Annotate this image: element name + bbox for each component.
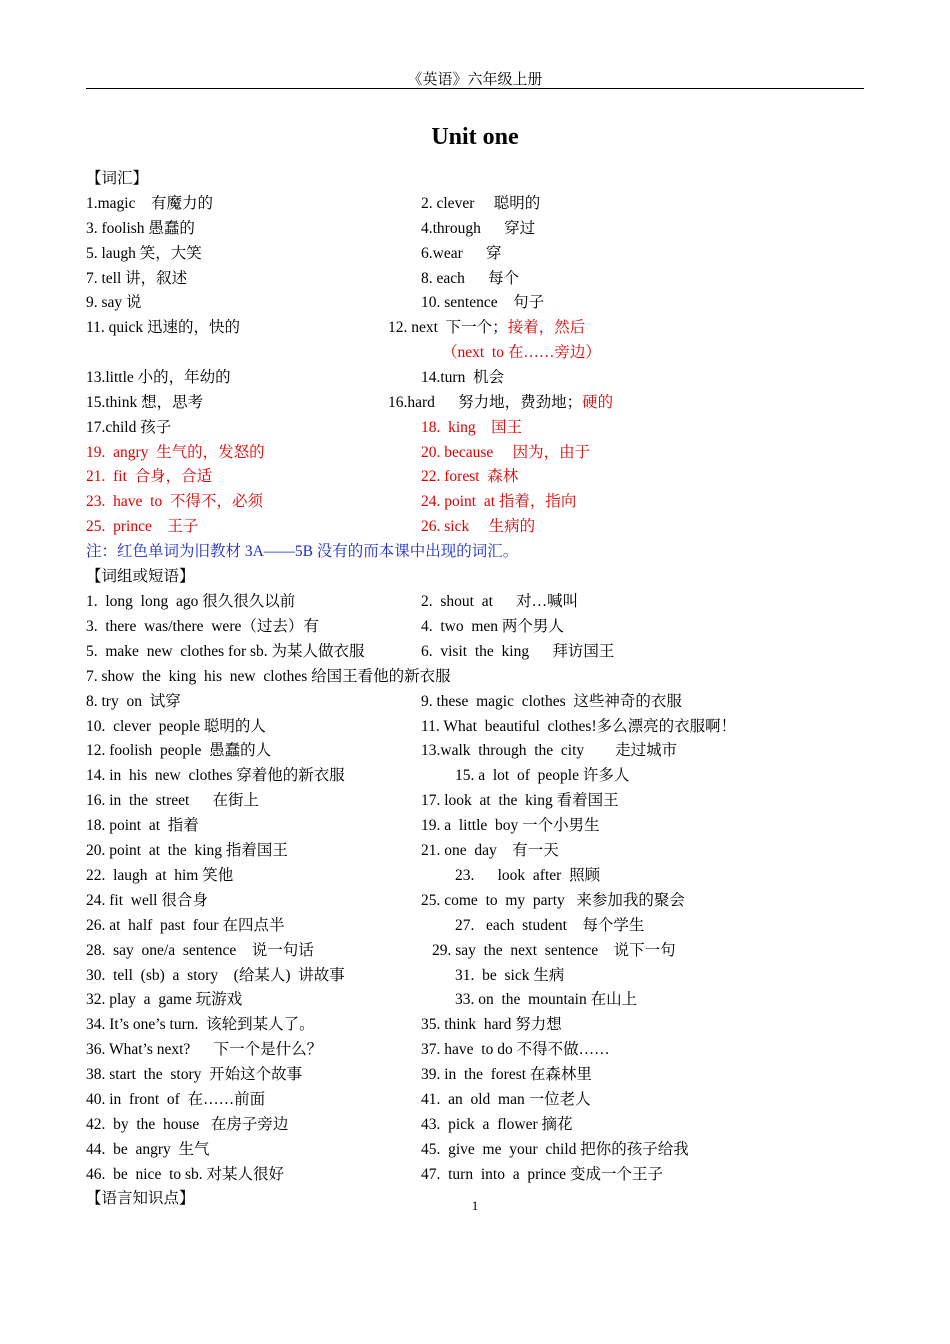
vocab-item-right <box>421 293 544 313</box>
phrase-item-left: 42. by the house 在房子旁边 <box>86 1116 289 1133</box>
phrase-item-right: 31. be sick 生病 <box>455 967 565 984</box>
phrase-item-left: 34. It’s one’s turn. 该轮到某人了。 <box>86 1016 315 1033</box>
vocab-item-right <box>421 219 535 239</box>
phrase-item-left: 10. clever people 聪明的人 <box>86 718 266 735</box>
vocab-item-right <box>421 517 535 537</box>
phrase-item-right: 2. shout at 对…喊叫 <box>421 593 579 610</box>
vocab-item-right-text: 20. because 因为，由于 <box>421 444 591 461</box>
vocab-item-right-text: 16.hard 努力地，费劲地； <box>388 394 583 411</box>
phrase-item-left: 7. show the king his new clothes 给国王看他的新衣服 <box>86 668 451 685</box>
phrase-item-left: 20. point at the king 指着国王 <box>86 842 288 859</box>
vocab-item-right-text: 22. forest 森林 <box>421 468 519 485</box>
phrase-item-right: 29. say the next sentence 说下一句 <box>432 942 676 959</box>
phrase-item-right: 33. on the mountain 在山上 <box>455 991 638 1008</box>
vocab-item-right-extra: 接着，然后 <box>507 319 586 336</box>
vocab-item-left: 15.think 想，思考 <box>86 394 204 411</box>
vocab-item-left: 23. have to 不得不，必须 <box>86 493 263 510</box>
phrase-item-left: 3. there was/there were（过去）有 <box>86 618 319 635</box>
phrase-item-left: 26. at half past four 在四点半 <box>86 917 285 934</box>
page-title: Unit one <box>431 124 519 150</box>
vocab-item-right-text: 12. next 下一个； <box>388 319 508 336</box>
vocab-item-right-text: 24. point at 指着，指向 <box>421 493 577 510</box>
vocab-item-right <box>421 418 522 438</box>
phrase-item-right: 13.walk through the city 走过城市 <box>421 742 678 759</box>
phrase-item-left: 36. What’s next? 下一个是什么？ <box>86 1041 323 1058</box>
phrase-item-right: 41. an old man 一位老人 <box>421 1091 591 1108</box>
vocab-item-left: 5. laugh 笑，大笑 <box>86 245 202 262</box>
section-heading-phrases: 【词组或短语】 <box>86 568 195 585</box>
vocab-item-left: 9. say 说 <box>86 294 142 311</box>
phrase-item-right: 35. think hard 努力想 <box>421 1016 562 1033</box>
phrase-item-left: 14. in his new clothes 穿着他的新衣服 <box>86 767 345 784</box>
vocab-item-right <box>421 368 504 388</box>
phrase-item-right: 15. a lot of people 许多人 <box>455 767 630 784</box>
phrase-item-left: 30. tell (sb) a story (给某人) 讲故事 <box>86 967 345 984</box>
vocab-item-right <box>421 244 502 264</box>
vocab-item-right-text: 4.through 穿过 <box>421 220 536 237</box>
phrase-item-left: 16. in the street 在街上 <box>86 792 260 809</box>
vocab-item-right-text: 26. sick 生病的 <box>421 518 536 535</box>
phrase-item-right: 45. give me your child 把你的孩子给我 <box>421 1141 689 1158</box>
phrase-item-left: 28. say one/a sentence 说一句话 <box>86 942 314 959</box>
phrase-item-right: 9. these magic clothes 这些神奇的衣服 <box>421 693 682 710</box>
phrase-item-left: 12. foolish people 愚蠢的人 <box>86 742 272 759</box>
vocab-item-right-text: 2. clever 聪明的 <box>421 195 541 212</box>
vocab-item-right <box>421 492 576 512</box>
vocab-item-left: 11. quick 迅速的，快的 <box>86 319 240 336</box>
vocab-item-left: 1.magic 有魔力的 <box>86 195 213 212</box>
vocab-item-right <box>388 318 585 338</box>
vocab-item-left: 13.little 小的，年幼的 <box>86 369 231 386</box>
phrase-item-right: 25. come to my party 来参加我的聚会 <box>421 892 685 909</box>
vocab-item-right-text: 8. each 每个 <box>421 270 520 287</box>
vocab-item-right <box>421 467 518 487</box>
phrase-item-right: 19. a little boy 一个小男生 <box>421 817 600 834</box>
vocab-item-right <box>388 393 613 413</box>
phrase-item-right: 17. look at the king 看着国王 <box>421 792 619 809</box>
phrase-item-right: 23. look after 照顾 <box>455 867 601 884</box>
phrase-item-right: 6. visit the king 拜访国王 <box>421 643 615 660</box>
vocab-item-right-text: 6.wear 穿 <box>421 245 502 262</box>
phrase-item-left: 46. be nice to sb. 对某人很好 <box>86 1166 285 1183</box>
vocab-item-left: 17.child 孩子 <box>86 419 172 436</box>
phrase-item-left: 5. make new clothes for sb. 为某人做衣服 <box>86 643 365 660</box>
vocab-item-right-text: 14.turn 机会 <box>421 369 505 386</box>
phrase-item-left: 1. long long ago 很久很久以前 <box>86 593 296 610</box>
phrase-item-right: 37. have to do 不得不做…… <box>421 1041 610 1058</box>
page-number: 1 <box>471 1198 479 1213</box>
vocab-item-left: 7. tell 讲，叙述 <box>86 270 188 287</box>
vocab-item-right <box>442 343 601 363</box>
phrase-item-left: 38. start the story 开始这个故事 <box>86 1066 303 1083</box>
vocab-item-right <box>421 269 519 289</box>
header-rule <box>86 88 864 89</box>
vocab-item-right <box>421 443 590 463</box>
vocab-item-left: 25. prince 王子 <box>86 518 199 535</box>
phrase-item-left: 18. point at 指着 <box>86 817 199 834</box>
vocab-item-right-extra: 硬的 <box>582 394 614 411</box>
vocab-item-left: 19. angry 生气的，发怒的 <box>86 444 265 461</box>
vocab-item-right-text: 10. sentence 句子 <box>421 294 545 311</box>
vocab-item-right-text: （next to 在……旁边） <box>442 344 601 361</box>
phrase-item-left: 40. in front of 在……前面 <box>86 1091 266 1108</box>
phrase-item-right: 43. pick a flower 摘花 <box>421 1116 573 1133</box>
phrase-item-right: 11. What beautiful clothes!多么漂亮的衣服啊！ <box>421 718 737 735</box>
phrase-item-left: 8. try on 试穿 <box>86 693 181 710</box>
phrase-item-right: 4. two men 两个男人 <box>421 618 564 635</box>
phrase-item-left: 44. be angry 生气 <box>86 1141 210 1158</box>
header-text: 《英语》六年级上册 <box>407 72 543 88</box>
phrase-item-left: 32. play a game 玩游戏 <box>86 991 243 1008</box>
vocab-item-left: 21. fit 合身，合适 <box>86 468 213 485</box>
phrase-item-right: 21. one day 有一天 <box>421 842 559 859</box>
phrase-item-right: 47. turn into a prince 变成一个王子 <box>421 1166 663 1183</box>
vocab-item-right <box>421 194 540 214</box>
phrase-item-left: 24. fit well 很合身 <box>86 892 208 909</box>
phrase-item-right: 39. in the forest 在森林里 <box>421 1066 592 1083</box>
section-heading-vocab: 【词汇】 <box>86 170 149 187</box>
note-text: 注：红色单词为旧教材 3A——5B 没有的而本课中出现的词汇。 <box>86 543 519 560</box>
phrase-item-left: 22. laugh at him 笑他 <box>86 867 234 884</box>
vocab-item-left: 3. foolish 愚蠢的 <box>86 220 195 237</box>
section-heading-knowledge: 【语言知识点】 <box>86 1190 195 1207</box>
phrase-item-right: 27. each student 每个学生 <box>455 917 645 934</box>
vocab-item-right-text: 18. king 国王 <box>421 419 523 436</box>
